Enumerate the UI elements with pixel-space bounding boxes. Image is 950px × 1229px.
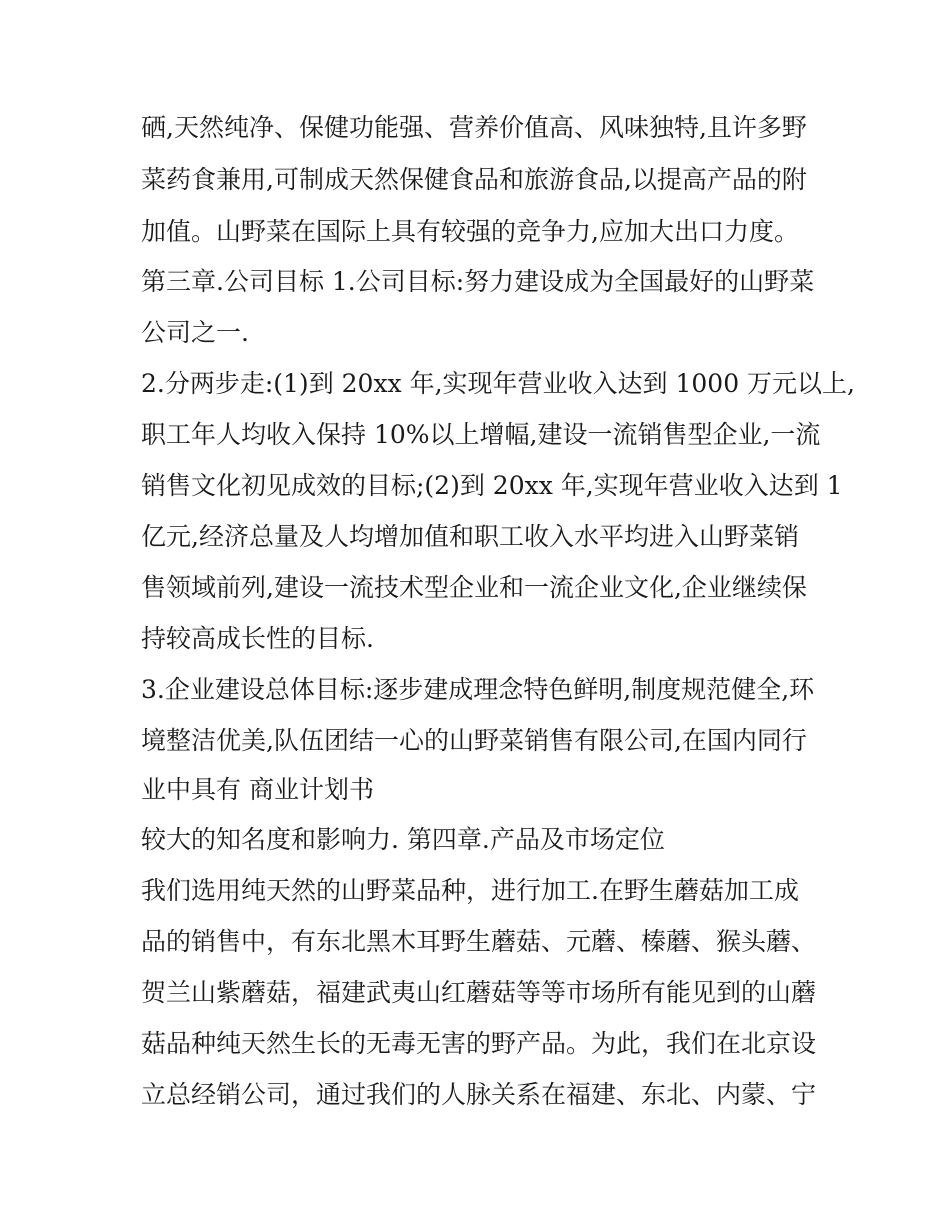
text-line: 第三章.公司目标 1.公司目标:努力建设成为全国最好的山野菜 — [141, 267, 815, 296]
text-line: 2.分两步走:(1)到 20xx 年,实现年营业收入达到 1000 万元以上, — [141, 369, 856, 398]
text-line: 较大的知名度和影响力. 第四章.产品及市场定位 — [141, 825, 665, 854]
text-line: 菇品种纯天然生长的无毒无害的野产品。为此，我们在北京设 — [141, 1029, 817, 1058]
text-line: 业中具有 商业计划书 — [141, 775, 374, 804]
text-line: 菜药食兼用,可制成天然保健食品和旅游食品,以提高产品的附 — [141, 165, 807, 194]
text-line: 销售文化初见成效的目标;(2)到 20xx 年,实现年营业收入达到 1 — [141, 471, 843, 500]
text-line: 贺兰山紫蘑菇，福建武夷山红蘑菇等等市场所有能见到的山蘑 — [141, 978, 817, 1007]
text-line: 持较高成长性的目标. — [141, 624, 374, 653]
text-line: 立总经销公司，通过我们的人脉关系在福建、东北、内蒙、宁 — [141, 1080, 817, 1109]
text-line: 3.企业建设总体目标:逐步建成理念特色鲜明,制度规范健全,环 — [141, 675, 815, 704]
text-line: 亿元,经济总量及人均增加值和职工收入水平均进入山野菜销 — [141, 522, 799, 551]
text-line: 职工年人均收入保持 10%以上增幅,建设一流销售型企业,一流 — [141, 420, 821, 449]
text-line: 加值。山野菜在国际上具有较强的竞争力,应加大出口力度。 — [141, 217, 799, 246]
text-line: 境整洁优美,队伍团结一心的山野菜销售有限公司,在国内同行 — [141, 726, 807, 755]
text-line: 硒,天然纯净、保健功能强、营养价值高、风味独特,且许多野 — [141, 113, 807, 142]
text-line: 我们选用纯天然的山野菜品种，进行加工.在野生蘑菇加工成 — [141, 876, 799, 905]
text-line: 公司之一. — [141, 318, 249, 347]
text-line: 售领域前列,建设一流技术型企业和一流企业文化,企业继续保 — [141, 573, 807, 602]
text-line: 品的销售中，有东北黑木耳野生蘑菇、元蘑、榛蘑、猴头蘑、 — [141, 927, 817, 956]
